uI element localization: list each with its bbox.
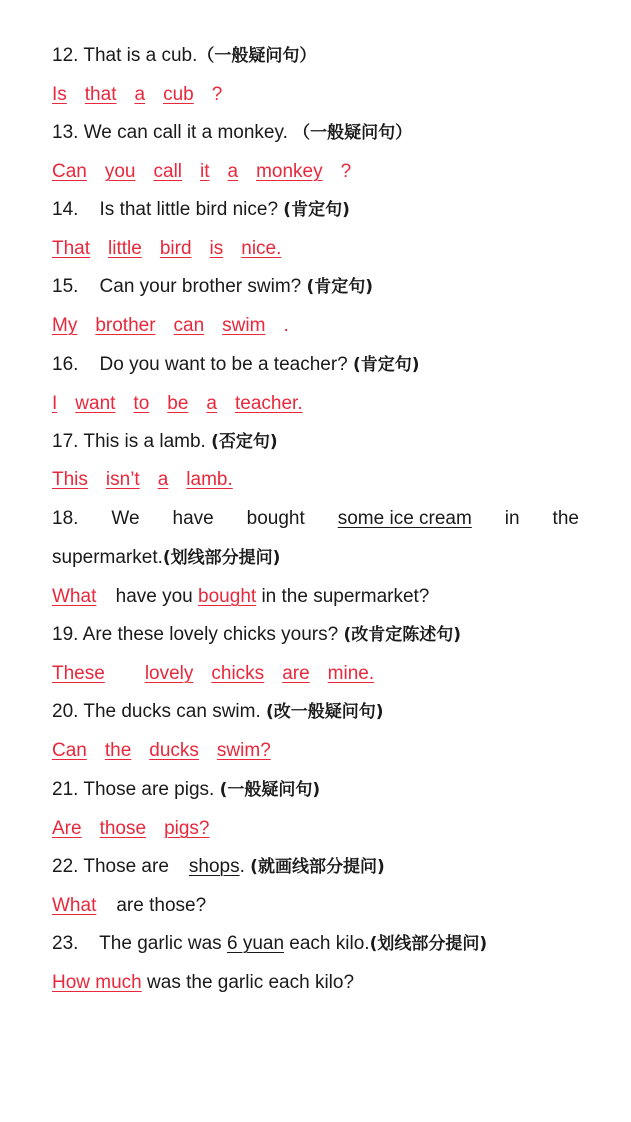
question-14: 14. Is that little bird nice? (肯定句) [52,199,350,220]
answer-20: Can the ducks swim? [52,740,271,761]
question-23: 23. The garlic was 6 yuan each kilo.(划线部分提问) [52,933,488,954]
answer-18: What have you bought in the supermarket? [52,586,430,607]
question-20: 20. The ducks can swim. (改一般疑问句) [52,701,384,722]
answer-16: I want to be a teacher. [52,393,303,414]
answer-21: Are those pigs? [52,818,210,839]
answer-19: These lovely chicks are mine. [52,663,375,684]
question-15: 15. Can your brother swim? (肯定句) [52,276,374,297]
question-18-line-1: 18. We have bought some ice cream in the [52,508,579,529]
question-19: 19. Are these lovely chicks yours? (改肯定陈述句) [52,624,462,645]
question-22: 22. Those are shops. (就画线部分提问) [52,856,385,877]
answer-12: Is that a cub ? [52,84,223,105]
answer-13: Can you call it a monkey ? [52,161,352,182]
answer-22: What are those? [52,895,207,916]
question-12: 12. That is a cub.（一般疑问句） [52,45,317,66]
question-17: 17. This is a lamb. (否定句) [52,431,278,452]
answer-14: That little bird is nice. [52,238,282,259]
answer-15: My brother can swim . [52,315,289,336]
question-13: 13. We can call it a monkey. （一般疑问句） [52,122,413,143]
question-21: 21. Those are pigs. (一般疑问句) [52,779,321,800]
question-18-line-2: supermarket.(划线部分提问) [52,547,281,568]
question-16: 16. Do you want to be a teacher? (肯定句) [52,354,420,375]
answer-23: How much was the garlic each kilo? [52,972,355,993]
answer-17: This isn’t a lamb. [52,469,233,490]
